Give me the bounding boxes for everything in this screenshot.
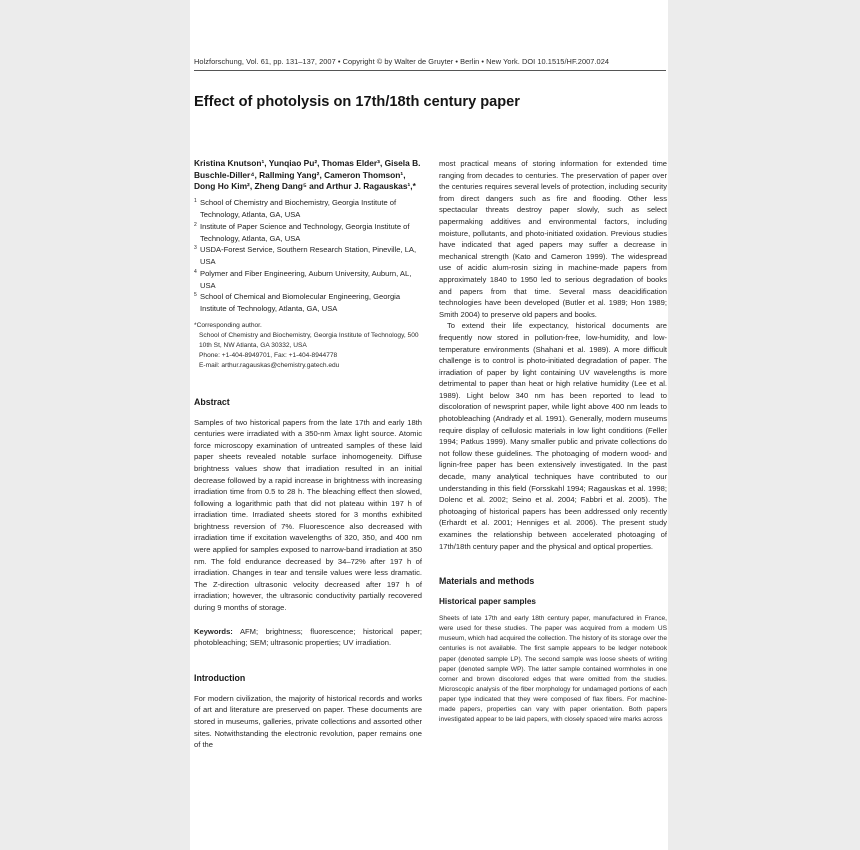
paper-title: Effect of photolysis on 17th/18th century paper bbox=[194, 94, 520, 110]
header-rule bbox=[194, 70, 666, 71]
affiliation-4: 4 Polymer and Fiber Engineering, Auburn University, Auburn, AL, USA bbox=[194, 268, 412, 290]
methods-text: Sheets of late 17th and early 18th century paper, manufactured in France, were used for these studies. The paper was acquired from a modern US museum, which had acquired the collection. The history of its storage over the centuries is not available. The first sample appears to be ledger notebook paper (denoted sample LP). The second sample was loose sheets of writing paper (denoted sample WP). The latter sample contained wormholes in one corner and brown discolored edges that were omitted from the studies. Microscopic analysis of the fiber morphology for undamaged portions of each paper type indicated that they were composed of flax fibers. For machine-made papers, properties can vary with paper orientation. Both papers investigated appear to be laid papers, with closely spaced wire marks across bbox=[439, 615, 667, 724]
journal-citation: Holzforschung, Vol. 61, pp. 131–137, 2007 • Copyright © by Walter de Gruyter • Berlin • New York. DOI 10.1515/HF.2007.024 bbox=[194, 57, 610, 66]
corresponding-label: *Corresponding author. bbox=[194, 322, 262, 330]
corresponding-author bbox=[194, 321, 422, 371]
introduction-heading: Introduction bbox=[194, 672, 246, 683]
affiliation-2: 2 Institute of Paper Science and Technology, Georgia Institute of Technology, Atlanta, GA, USA bbox=[194, 221, 410, 243]
introduction-text: For modern civilization, the majority of historical records and works of art and literature are preserved on paper. These documents are stored in museums, galleries, private collections and assorted other sites. Notwithstanding the electronic revolution, paper remains one of the bbox=[194, 693, 422, 750]
corresponding-email[interactable]: E-mail: arthur.ragauskas@chemistry.gatech.edu bbox=[199, 362, 340, 370]
keywords bbox=[194, 626, 422, 649]
abstract-heading: Abstract bbox=[194, 396, 230, 407]
keywords-label: Keywords: bbox=[194, 626, 233, 636]
affiliation-3: 3 USDA-Forest Service, Southern Research Station, Pineville, LA, USA bbox=[194, 245, 417, 267]
author-list: Kristina Knutson¹, Yunqiao Pu², Thomas Elder³, Gisela B. Buschle-Diller⁴, Rallming Yang², Cameron Thomson¹, Dong Ho Kim², Zheng Dang⁵ and Arthur J. Ragauskas¹,* bbox=[194, 158, 421, 192]
intro-paragraph-1: most practical means of storing information for extended time ranging from decades to centuries. The preservation of paper over the centuries requires several levels of protection, including security from direct dangers such as fire and flooding. Other less spectacular threats destroy paper slowly, such as select papermaking additives and environmental factors, including moisture, pollutants, and photo-initiated oxidation. Previous studies have indicated that aged papers may suffer a decrease in mechanical strength (Kato and Cameron 1999). The widespread use of acidic alum-rosin sizing in machine-made papers from approximately 1840 to 1950 led to serious degradation of books and papers from that time. Several mass deacidification technologies have been developed (Butler et al. 1989; Hon 1989; Smith 2004) to preserve old papers and books. bbox=[439, 159, 667, 319]
methods-heading: Materials and methods bbox=[439, 576, 535, 587]
right-column bbox=[439, 158, 667, 725]
corresponding-address: School of Chemistry and Biochemistry, Georgia Institute of Technology, 500 10th St, NW Atlanta, GA 30332, USA bbox=[199, 332, 419, 350]
abstract-text: Samples of two historical papers from the late 17th and early 18th centuries were irradiated with a 350-nm λmax light source. Atomic force microscopy examination of untreated samples of these laid paper sheets revealed notable surface inhomogeneity. Diffuse brightness values show that irradiation resulted in an initial decrease followed by a rapid increase in brightness with increasing irradiation time from 0.5 to 28 h. The bleaching effect then slowed, following a logarithmic path that did not plateau within 197 h of irradiation time. Irradiated sheets stored for 3 months exhibited brightness reversion of 7%. Fluorescence also decreased with irradiation time if excitation wavelengths of 320, 350, and 400 nm were applied for samples exposed to narrow-band irradiation at 350 nm. The fold endurance decreased by 34–72% after 197 h of irradiation. Changes in tear and tensile values were less dramatic. The Z-direction ultrasonic velocity decreased after 197 h of irradiation; however, the ultrasonic conductivity partially recovered during 9 months of storage. bbox=[194, 417, 422, 613]
paper-page bbox=[190, 40, 668, 850]
samples-subheading: Historical paper samples bbox=[439, 597, 536, 607]
corresponding-phone: Phone: +1-404-8949701, Fax: +1-404-8944778 bbox=[199, 352, 338, 360]
intro-paragraph-2: To extend their life expectancy, historical documents are frequently now stored in pollution-free, low-humidity, and low-temperature environments (Shahani et al. 1989). A more difficult challenge is to control is photo-initiated degradation of paper. The irradiation of paper by light containing UV wavelengths is more detrimental to paper than heat or high relative humidity (Lee et al. 1989). Light below 340 nm has been reported to lead to discoloration of newsprint paper, while light above 400 nm leads to photobleaching (Andrady et al. 1991). Generally, modern museums require display of cellulosic materials in low light conditions (Feller 1994; Patkus 1999). Many smaller public and private collections do not follow these guidelines. The photoaging of modern wood- and lignin-free paper has been extensively investigated. In the past decade, many analytical techniques have contributed to our understanding in this field (Forsskahl 1994; Ragauskas et al. 1998; Dolenc et al. 2002; Seino et al. 2004; Fabbri et al. 2005). The photoaging of historical papers has been addressed only recently (Erhardt et al. 2001; Henniges et al. 2006). The present study examines the relationship between accelerated photoaging of 17th/18th century paper and the physical and optical properties. bbox=[439, 321, 667, 551]
affiliation-5: 5 School of Chemical and Biomolecular Engineering, Georgia Institute of Technology, Atlanta, GA, USA bbox=[194, 292, 401, 314]
affiliations bbox=[194, 197, 422, 315]
keywords-text: AFM; brightness; fluorescence; historical paper; photobleaching; SEM; ultrasonic properties; UV irradiation. bbox=[194, 626, 422, 648]
affiliation-1: 1 School of Chemistry and Biochemistry, Georgia Institute of Technology, Atlanta, GA, USA bbox=[194, 198, 397, 219]
left-column bbox=[194, 158, 422, 751]
